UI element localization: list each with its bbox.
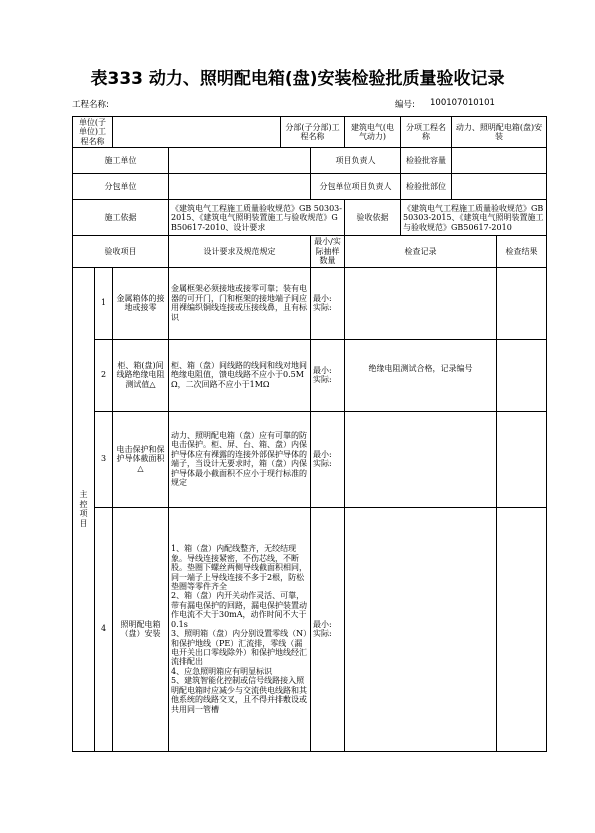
row-result[interactable] (497, 339, 547, 411)
row-requirement: 1、箱（盘）内配线整齐，无绞结现象。导线连接紧密，不伤芯线，不断股。垫圈下螺丝两侧导线截面积相同，同一端子上导线连接不多于2根，防松垫圈等零件齐全 2、箱（盘）内开关动作灵活、可靠，带有漏电保护的回路，漏电保护装置动作电流不大于30mA，动作时间不大于0.1s 3、照明箱（盘）内分别设置零线（N）和保护地线（PE）汇流排，零线（漏电开关出口零线除外）和保护地线经汇流排配出 4、应急照明箱应有明显标识 5、建筑智能化控制或信号线路接入照明配电箱时应减少与交流供电线路和其他系统的线路交叉，且不得并排敷设或共用同一管槽 (169, 507, 311, 751)
table-row (73, 507, 547, 751)
subcontractor-value[interactable] (169, 174, 311, 200)
pm-label: 项目负责人 (311, 148, 401, 174)
row-sample: 最小: 实际: (311, 339, 345, 411)
row-result[interactable] (497, 411, 547, 507)
acceptance-basis-label: 验收依据 (345, 200, 401, 236)
unit-value[interactable] (113, 117, 281, 148)
section-label-text: 主 控 项 目 (79, 490, 88, 528)
header-row-2 (73, 148, 547, 174)
row-record[interactable] (345, 411, 497, 507)
basis-value: 《建筑电气工程施工质量验收规范》GB 50303-2015、《建筑电气照明装置施工与验收规范》GB50617-2010、设计要求 (169, 200, 345, 236)
section-label (73, 267, 95, 751)
col-record: 检查记录 (345, 236, 497, 267)
batch-location-label: 检验批部位 (401, 174, 452, 200)
serial-label: 编号: (395, 100, 415, 110)
table-row (73, 411, 547, 507)
unit-label: 单位(子单位)工程名称 (73, 117, 113, 148)
row-record[interactable] (345, 267, 497, 339)
project-name-label: 工程名称: (72, 100, 109, 110)
serial-value: 100107010101 (430, 98, 495, 108)
subunit-value: 建筑电气(电气动力) (345, 117, 401, 148)
row-requirement: 动力、照明配电箱（盘）应有可靠的防电击保护。柜、屏、台、箱、盘）内保护导体应有裸露的连接外部保护导体的端子，当设计无要求时，箱（盘）内保护导体最小截面积不应小于现行标准的规定 (169, 411, 311, 507)
header-row-4 (73, 200, 547, 236)
subcontractor-label: 分包单位 (73, 174, 169, 200)
col-min-sample: 最小/实际抽样数量 (311, 236, 345, 267)
subunit-label: 分部(子分部)工程名称 (281, 117, 345, 148)
item-label: 分项工程名称 (401, 117, 452, 148)
row-item-name: 柜、箱(盘)间线路绝缘电阻测试值△ (113, 339, 169, 411)
row-sample: 最小: 实际: (311, 507, 345, 751)
acceptance-record-table (72, 116, 547, 752)
item-value: 动力、照明配电箱(盘)安装 (452, 117, 547, 148)
row-sample: 最小: 实际: (311, 411, 345, 507)
basis-label: 施工依据 (73, 200, 169, 236)
table-row (73, 339, 547, 411)
page-title: 表333 动力、照明配电箱(盘)安装检验批质量验收记录 (90, 69, 505, 89)
table-row (73, 267, 547, 339)
row-number: 2 (95, 339, 113, 411)
constructor-value[interactable] (169, 148, 311, 174)
row-item-name: 金属箱体的接地或接零 (113, 267, 169, 339)
col-requirement: 设计要求及规范规定 (169, 236, 311, 267)
row-item-name: 电击保护和保护导体截面积△ (113, 411, 169, 507)
row-number: 1 (95, 267, 113, 339)
col-result: 检查结果 (497, 236, 547, 267)
constructor-label: 施工单位 (73, 148, 169, 174)
row-result[interactable] (497, 267, 547, 339)
row-requirement: 金属框架必须接地或接零可靠；装有电器的可开门，门和框架的接地端子间应用裸编织铜线连接或压接线鼻，且有标识 (169, 267, 311, 339)
column-header-row (73, 236, 547, 267)
batch-size-label: 检验批容量 (401, 148, 452, 174)
row-record[interactable] (345, 507, 497, 751)
header-row-3 (73, 174, 547, 200)
row-requirement: 柜、箱（盘）间线路的线间和线对地间绝缘电阻值，馈电线路不应小于0.5MΩ，二次回路不应小于1MΩ (169, 339, 311, 411)
acceptance-basis-value: 《建筑电气工程施工质量验收规范》GB50303-2015、《建筑电气照明装置施工与验收规范》GB50617-2010 (401, 200, 547, 236)
row-result[interactable] (497, 507, 547, 751)
sub-pm-label: 分包单位项目负责人 (311, 174, 401, 200)
row-number: 4 (95, 507, 113, 751)
row-record[interactable]: 绝缘电阻测试合格，记录编号 (345, 339, 497, 411)
row-sample: 最小: 实际: (311, 267, 345, 339)
row-number: 3 (95, 411, 113, 507)
batch-size-value[interactable] (452, 148, 547, 174)
batch-location-value[interactable] (452, 174, 547, 200)
col-item: 验收项目 (73, 236, 169, 267)
row-item-name: 照明配电箱（盘）安装 (113, 507, 169, 751)
header-row-1 (73, 117, 547, 148)
